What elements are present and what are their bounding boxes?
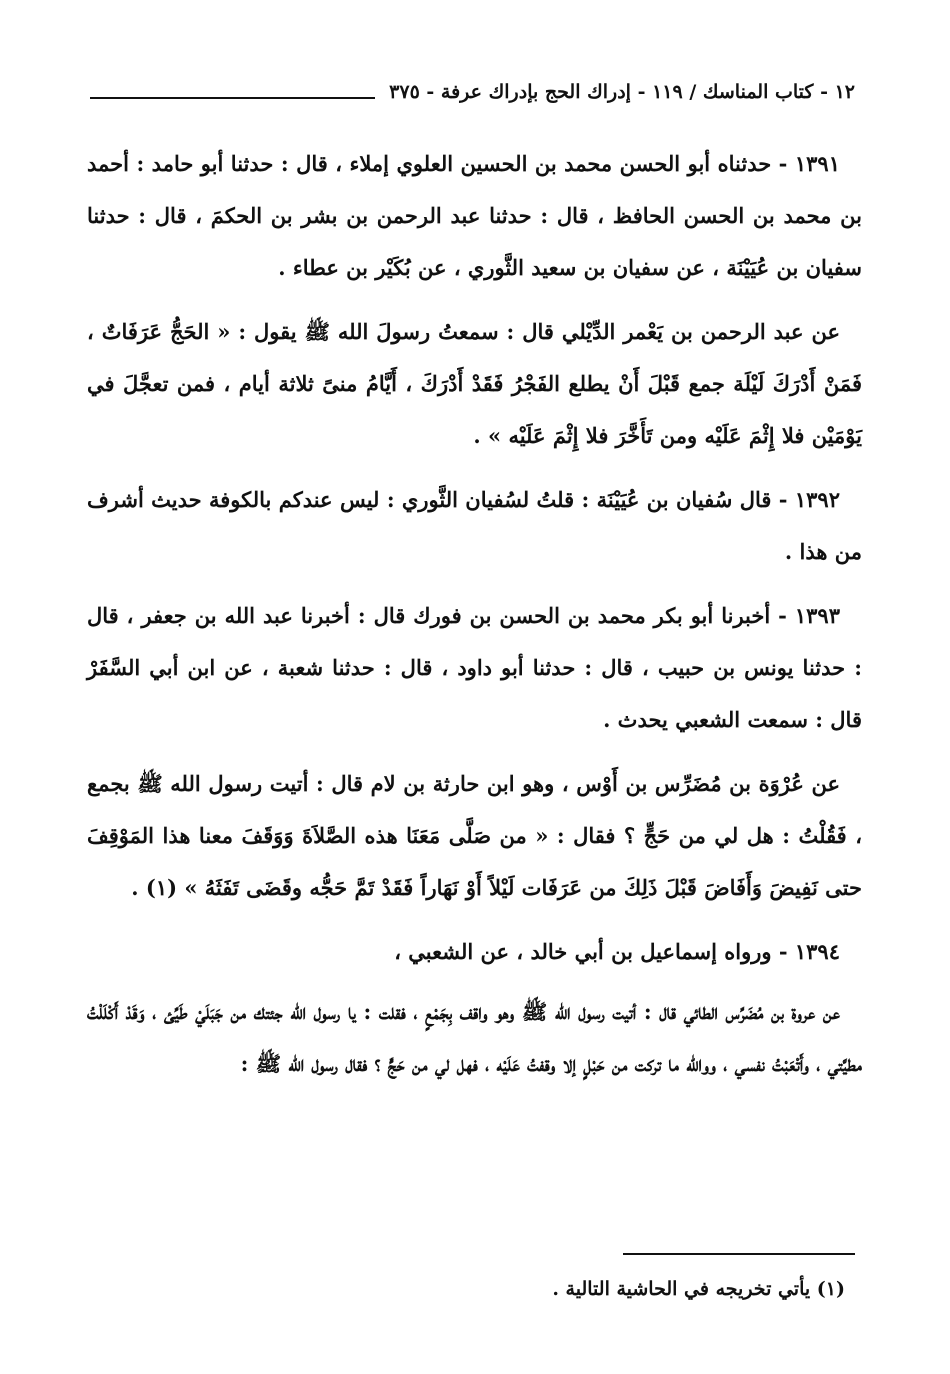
header-rule [90, 97, 375, 99]
main-text [87, 138, 862, 1102]
header-title: ١٢ - كتاب المناسك / ١١٩ - إدراك الحج بإدراك عرفة - ٣٧٥ [389, 81, 855, 103]
hadith-1394-matn: عن عروة بن مُضَرِّس الطائي قال : أتيت رسول الله ﷺ وهو واقف بِجَمْعٍ ، فقلت : يا رسول الله جئتك من جَبَلَيْ طَيِّئ ، وَقَدْ أَكْلَلْتُ مطيَّتي ، وأَتْعَبْتُ نفسي ، ووالله ما تركت من حَبْلٍ إلا وقفتُ عَلَيْه ، فهل لي من حَجٍّ ؟ فقال رسول الله ﷺ : [87, 999, 862, 1076]
hadith-1394-isnad: ١٣٩٤ - ورواه إسماعيل بن أبي خالد ، عن الشعبي ، [394, 939, 840, 964]
hadith-1393-isnad: ١٣٩٣ - أخبرنا أبو بكر محمد بن الحسن بن فورك قال : أخبرنا عبد الله بن جعفر ، قال : حدثنا يونس بن حبيب ، قال : حدثنا أبو داود ، قال : حدثنا شعبة ، عن ابن أبي السَّفَرْ قال : سمعت الشعبي يحدث . [87, 603, 862, 732]
hadith-1391-isnad: ١٣٩١ - حدثناه أبو الحسن محمد بن الحسين العلوي إملاء ، قال : حدثنا أبو حامد : أحمد بن محمد بن الحسن الحافظ ، قال : حدثنا عبد الرحمن بن بشر بن الحكمَ ، قال : حدثنا سفيان بن عُيَيْنَة ، عن سفيان بن سعيد الثَّوري ، عن بُكَيْر بن عطاء . [87, 151, 862, 280]
footnote-1: (١) يأتي تخريجه في الحاشية التالية . [552, 1278, 845, 1300]
hadith-1392: ١٣٩٢ - قال سُفيان بن عُيَيْنَة : قلتُ لسُفيان الثَّوري : ليس عندكم بالكوفة حديث أشرف من هذا . [87, 487, 862, 564]
footnote-divider [623, 1253, 855, 1255]
hadith-1391-matn: عن عبد الرحمن بن يَعْمر الدِّيْلي قال : سمعتُ رسولَ الله ﷺ يقول : « الحَجُّ عَرَفَاتٌ ، فَمَنْ أَدْرَكَ لَيْلَة جمع قَبْلَ أَنْ يطلع الفَجْرُ فَقَدْ أَدْرَكَ ، أَيَّامُ منىً ثلاثة أيام ، فمن تعجَّلَ في يَوْمَيْن فلا إِثْمَ عَلَيْه ومن تَأَخَّرَ فلا إِثْمَ عَلَيْه » . [87, 319, 862, 448]
hadith-1393-matn: عن عُرْوَة بن مُضَرِّس بن أَوْس ، وهو ابن حارثة بن لام قال : أتيت رسول الله ﷺ بجمع ، فَقُلْتُ : هل لي من حَجٍّ ؟ فقال : « من صَلَّى مَعَنَا هذه الصَّلاَةَ وَوَقَفَ معنا هذا المَوْقِفَ حتى نَفِيضَ وَأَفَاضَ قَبْلَ ذَلِكَ من عَرَفَات لَيْلاً أَوْ نَهَاراً فَقَدْ تَمَّ حَجُّه وقَضَى تَفَثَهُ » (١) . [87, 771, 862, 900]
running-header [90, 72, 855, 106]
